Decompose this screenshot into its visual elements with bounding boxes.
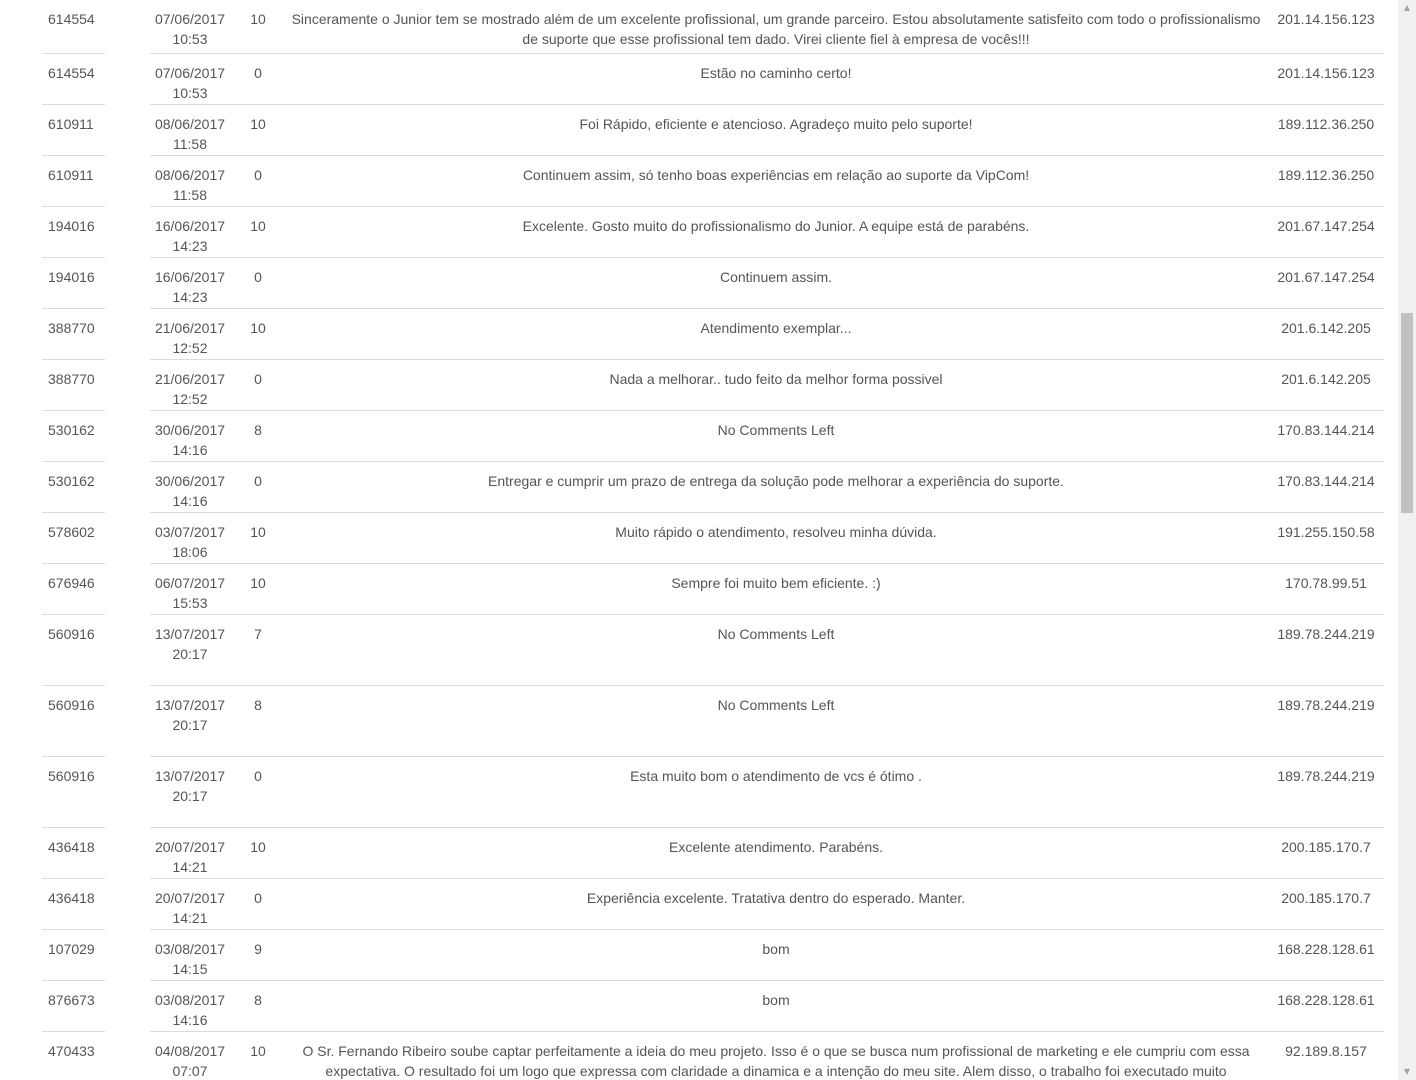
row-comment: Experiência excelente. Tratativa dentro do esperado. Manter.: [586, 890, 966, 906]
row-datetime: [150, 267, 230, 307]
row-ip: 201.67.147.254: [1277, 269, 1375, 285]
row-ip: 92.189.8.157: [1285, 1043, 1367, 1059]
row-ip: 201.6.142.205: [1281, 371, 1371, 387]
row-date: 03/07/2017: [154, 524, 226, 540]
table-row: [0, 411, 1398, 462]
table-row: [0, 258, 1398, 309]
row-score: 0: [254, 65, 262, 81]
row-date: 16/06/2017: [154, 269, 226, 285]
row-id: 436418: [48, 890, 95, 906]
row-score: 0: [254, 269, 262, 285]
row-date: 30/06/2017: [154, 422, 226, 438]
row-id: 530162: [48, 473, 95, 489]
row-ip: 189.112.36.250: [1277, 167, 1375, 183]
row-id: 470433: [48, 1043, 95, 1059]
row-comment: Muito rápido o atendimento, resolveu minha dúvida.: [615, 524, 937, 540]
table-row: [0, 981, 1398, 1032]
row-datetime: [150, 63, 230, 103]
row-ip: 189.78.244.219: [1277, 626, 1375, 642]
row-comment: bom: [762, 992, 790, 1008]
row-datetime: [150, 888, 230, 928]
table-row: [0, 54, 1398, 105]
row-date: 07/06/2017: [154, 11, 226, 27]
row-time: 18:06: [172, 544, 208, 560]
row-id: 388770: [48, 320, 95, 336]
row-id: 876673: [48, 992, 95, 1008]
scroll-down-arrow-icon[interactable]: ▼: [1403, 1067, 1411, 1076]
row-score: 10: [250, 1043, 266, 1059]
row-date: 04/08/2017: [154, 1043, 226, 1059]
row-comment: No Comments Left: [717, 626, 835, 642]
row-time: 11:58: [173, 136, 207, 152]
row-time: 20:17: [172, 717, 208, 733]
row-time: 07:07: [172, 1063, 208, 1079]
row-score: 0: [254, 371, 262, 387]
row-comment: Continuem assim.: [719, 269, 833, 285]
row-comment: No Comments Left: [717, 697, 835, 713]
row-score: 8: [254, 992, 262, 1008]
row-comment: Estão no caminho certo!: [700, 65, 852, 81]
row-score: 0: [254, 768, 262, 784]
row-comment: Foi Rápido, eficiente e atencioso. Agradeço muito pelo suporte!: [579, 116, 973, 132]
row-ip: 170.83.144.214: [1277, 473, 1375, 489]
table-row: [0, 564, 1398, 615]
row-datetime: [150, 990, 230, 1030]
row-date: 13/07/2017: [154, 626, 226, 642]
scroll-thumb[interactable]: [1401, 313, 1413, 513]
row-score: 10: [250, 116, 266, 132]
row-time: 20:17: [172, 646, 208, 662]
row-ip: 170.83.144.214: [1277, 422, 1375, 438]
table-row: [0, 686, 1398, 757]
row-id: 560916: [48, 697, 95, 713]
row-id: 560916: [48, 768, 95, 784]
row-datetime: [150, 837, 230, 877]
row-datetime: [150, 573, 230, 613]
row-datetime: [150, 624, 230, 664]
row-datetime: [150, 369, 230, 409]
row-time: 14:16: [172, 442, 208, 458]
row-id: 560916: [48, 626, 95, 642]
row-comment: Entregar e cumprir um prazo de entrega da solução pode melhorar a experiência do suporte.: [488, 473, 1064, 489]
row-id: 578602: [48, 524, 95, 540]
row-date: 20/07/2017: [154, 839, 226, 855]
row-score: 10: [250, 524, 266, 540]
row-ip: 189.78.244.219: [1277, 697, 1375, 713]
row-id: 107029: [48, 941, 95, 957]
row-comment: Continuem assim, só tenho boas experiências em relação ao suporte da VipCom!: [522, 167, 1030, 183]
row-id: 676946: [48, 575, 95, 591]
row-score: 0: [254, 473, 262, 489]
row-time: 15:53: [172, 595, 208, 611]
row-comment: Excelente. Gosto muito do profissionalismo do Junior. A equipe está de parabéns.: [522, 218, 1030, 234]
row-comment: Sinceramente o Junior tem se mostrado além de um excelente profissional, um grande parceiro. Estou absolutamente satisfeito com todo o profissionalismo de suporte que esse profissional tem dado. Virei cliente fiel à empresa de vocês!!!: [291, 11, 1261, 47]
row-time: 14:15: [172, 961, 208, 977]
table-row: [0, 207, 1398, 258]
row-comment: Atendimento exemplar...: [700, 320, 852, 336]
row-time: 12:52: [172, 340, 208, 356]
row-id: 194016: [48, 218, 95, 234]
row-score: 0: [254, 890, 262, 906]
row-comment: O Sr. Fernando Ribeiro soube captar perfeitamente a ideia do meu projeto. Isso é o que se busca num profissional de marketing e ele cumpriu com essa expectativa. O resultado foi um logo que expressa com claridade a dinamica e a intenção do meu site. Alem disso, o trabalho foi executado muito: [302, 1043, 1250, 1079]
row-time: 20:17: [172, 788, 208, 804]
row-id: 436418: [48, 839, 95, 855]
row-comment: bom: [762, 941, 790, 957]
row-id: 614554: [48, 65, 95, 81]
row-comment: Excelente atendimento. Parabéns.: [668, 839, 884, 855]
row-score: 9: [254, 941, 262, 957]
row-comment: Esta muito bom o atendimento de vcs é ótimo .: [630, 768, 922, 784]
row-datetime: [150, 695, 230, 735]
row-comment: Sempre foi muito bem eficiente. :): [671, 575, 881, 591]
row-datetime: [150, 939, 230, 979]
row-datetime: [150, 766, 230, 806]
table-row: [0, 1032, 1398, 1080]
row-ip: 191.255.150.58: [1277, 524, 1375, 540]
scroll-up-arrow-icon[interactable]: ▲: [1403, 3, 1411, 12]
row-time: 10:53: [172, 85, 208, 101]
row-comment: No Comments Left: [717, 422, 835, 438]
row-ip: 201.14.156.123: [1277, 11, 1375, 27]
row-date: 21/06/2017: [154, 371, 226, 387]
table-row: [0, 105, 1398, 156]
table-row: [0, 462, 1398, 513]
row-date: 30/06/2017: [154, 473, 226, 489]
row-date: 08/06/2017: [154, 167, 226, 183]
row-ip: 201.14.156.123: [1277, 65, 1375, 81]
row-date: 07/06/2017: [154, 65, 226, 81]
row-time: 10:53: [172, 31, 208, 47]
row-time: 11:58: [173, 187, 207, 203]
table-row: [0, 930, 1398, 981]
row-time: 14:23: [172, 289, 208, 305]
row-time: 14:16: [172, 493, 208, 509]
table-row: [0, 360, 1398, 411]
row-time: 14:21: [172, 910, 208, 926]
page-scrollbar[interactable]: [1398, 0, 1416, 1080]
row-datetime: [150, 114, 230, 154]
row-datetime: [150, 216, 230, 256]
table-row: [0, 879, 1398, 930]
row-id: 610911: [48, 167, 94, 183]
row-id: 614554: [48, 11, 95, 27]
row-id: 388770: [48, 371, 95, 387]
row-datetime: [150, 1041, 230, 1080]
row-score: 10: [250, 11, 266, 27]
table-row: [0, 513, 1398, 564]
row-time: 14:16: [172, 1012, 208, 1028]
row-id: 610911: [48, 116, 94, 132]
row-date: 08/06/2017: [154, 116, 226, 132]
row-comment: Nada a melhorar.. tudo feito da melhor forma possivel: [609, 371, 943, 387]
row-datetime: [150, 318, 230, 358]
row-datetime: [150, 522, 230, 562]
row-score: 10: [250, 320, 266, 336]
row-time: 12:52: [172, 391, 208, 407]
row-score: 0: [254, 167, 262, 183]
row-time: 14:21: [172, 859, 208, 875]
table-row: [0, 828, 1398, 879]
row-ip: 168.228.128.61: [1277, 941, 1375, 957]
row-date: 03/08/2017: [154, 992, 226, 1008]
row-date: 13/07/2017: [154, 697, 226, 713]
row-score: 8: [254, 422, 262, 438]
row-ip: 200.185.170.7: [1281, 890, 1371, 906]
row-date: 06/07/2017: [154, 575, 226, 591]
row-ip: 200.185.170.7: [1281, 839, 1371, 855]
row-ip: 170.78.99.51: [1285, 575, 1367, 591]
row-score: 10: [250, 839, 266, 855]
row-ip: 201.6.142.205: [1281, 320, 1371, 336]
row-date: 20/07/2017: [154, 890, 226, 906]
row-datetime: [150, 420, 230, 460]
row-datetime: [150, 9, 230, 49]
row-ip: 168.228.128.61: [1277, 992, 1375, 1008]
row-score: 8: [254, 697, 262, 713]
row-score: 10: [250, 575, 266, 591]
row-datetime: [150, 471, 230, 511]
row-ip: 189.78.244.219: [1277, 768, 1375, 784]
table-row: [0, 615, 1398, 686]
row-datetime: [150, 165, 230, 205]
row-time: 14:23: [172, 238, 208, 254]
row-id: 530162: [48, 422, 95, 438]
table-row: [0, 0, 1398, 54]
row-ip: 189.112.36.250: [1277, 116, 1375, 132]
row-score: 7: [254, 626, 262, 642]
table-row: [0, 309, 1398, 360]
row-id: 194016: [48, 269, 95, 285]
row-date: 16/06/2017: [154, 218, 226, 234]
table-row: [0, 757, 1398, 828]
table-row: [0, 156, 1398, 207]
row-date: 03/08/2017: [154, 941, 226, 957]
row-date: 13/07/2017: [154, 768, 226, 784]
row-score: 10: [250, 218, 266, 234]
row-ip: 201.67.147.254: [1277, 218, 1375, 234]
row-date: 21/06/2017: [154, 320, 226, 336]
